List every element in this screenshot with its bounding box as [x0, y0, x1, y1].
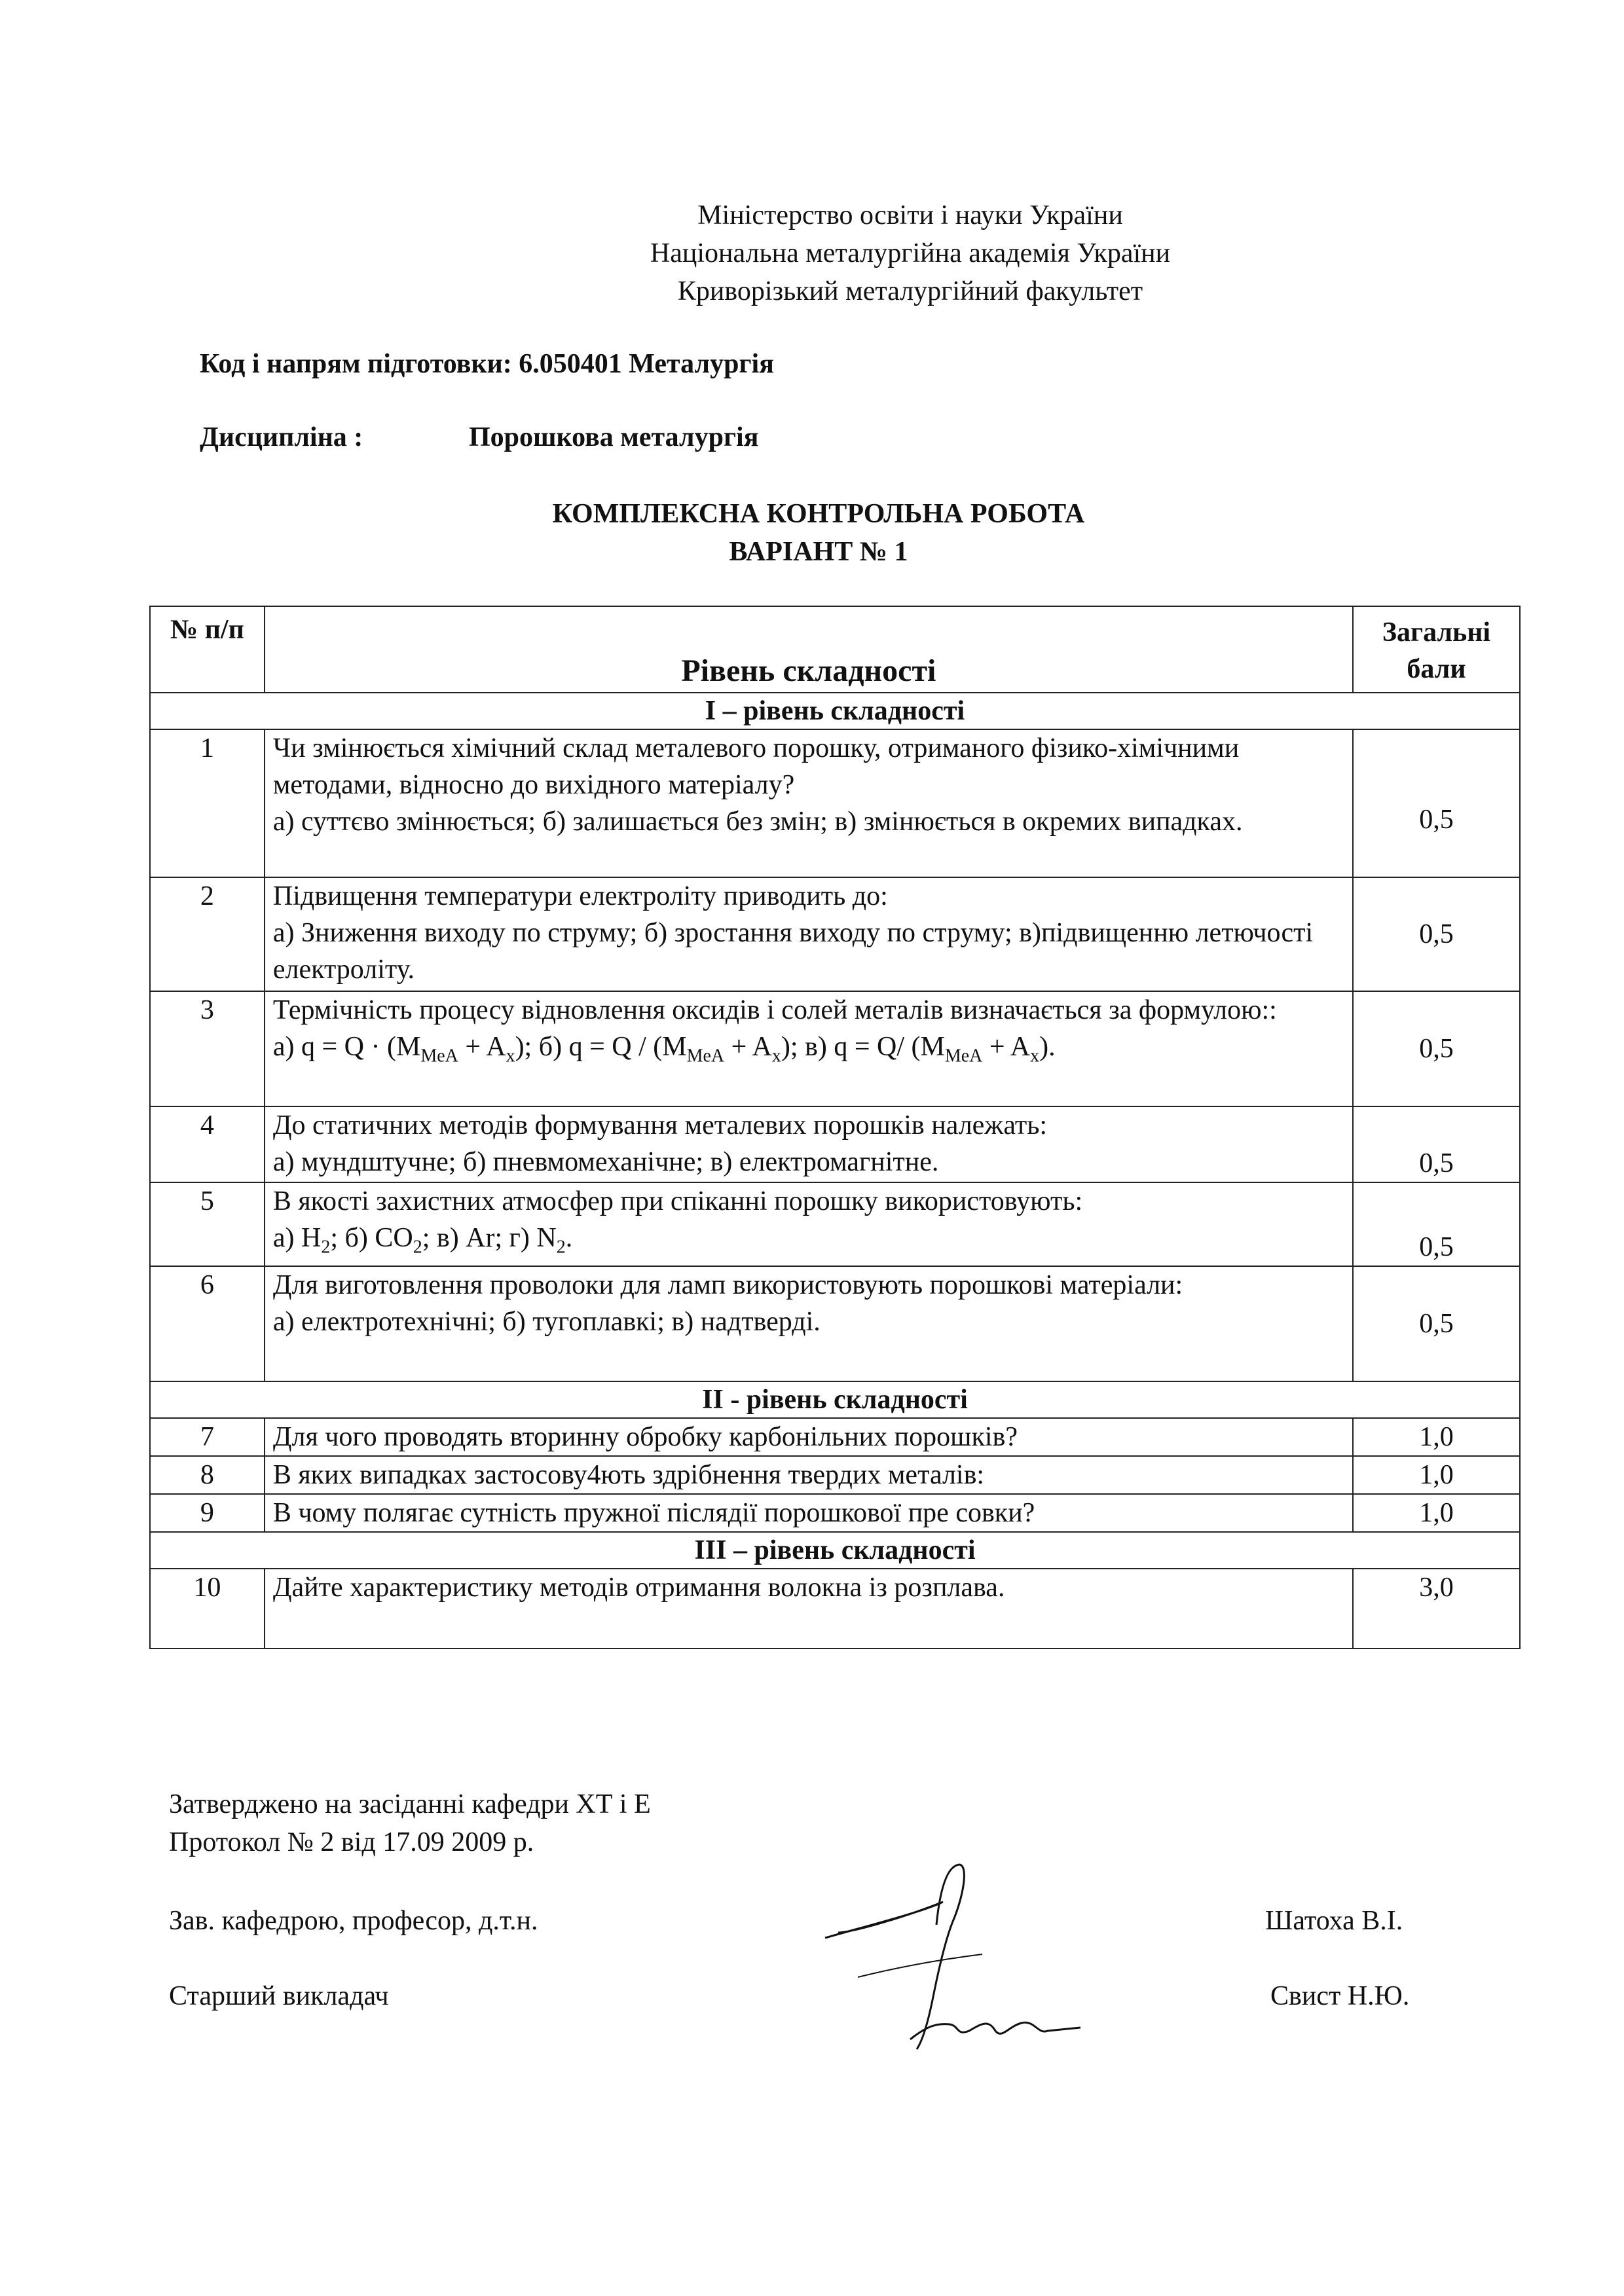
question-text: Для виготовлення проволоки для ламп використовують порошкові матеріали: — [272, 1270, 1183, 1301]
faculty-line: Криворізький металургійний факультет — [677, 276, 1143, 306]
approval-line: Затверджено на засіданні кафедри ХТ і Е — [169, 1789, 651, 1819]
answer-options: а) мундштучне; б) пневмомеханічне; в) електромагнітне. — [272, 1147, 939, 1177]
points-cell: 0,5 — [1353, 877, 1520, 991]
row-number: 3 — [150, 991, 265, 1106]
questions-table — [149, 606, 1521, 1649]
head-role: Зав. кафедрою, професор, д.т.н. — [169, 1906, 538, 1936]
row-number: 2 — [150, 877, 265, 991]
level-3-label: ІІІ – рівень складності — [150, 1532, 1520, 1569]
ministry-line: Міністерство освіти і науки України — [697, 200, 1123, 230]
row-number: 10 — [150, 1569, 265, 1649]
points-cell: 0,5 — [1353, 1266, 1520, 1381]
specialty-code: Код і напрям підготовки: 6.050401 Металургія — [200, 349, 774, 379]
handwritten-signature — [812, 1859, 1094, 2056]
table-header-row — [150, 606, 1520, 693]
row-number: 9 — [150, 1494, 265, 1532]
level-row — [150, 1381, 1520, 1418]
header-points: Загальні бали — [1353, 606, 1520, 693]
lecturer-name: Свист Н.Ю. — [1270, 1981, 1410, 2011]
question-cell — [265, 877, 1353, 991]
points-cell: 0,5 — [1353, 1182, 1520, 1266]
table-row — [150, 1494, 1520, 1532]
level-2-label: ІІ - рівень складності — [150, 1381, 1520, 1418]
question-cell — [265, 729, 1353, 877]
table-row — [150, 1182, 1520, 1266]
table-row — [150, 729, 1520, 877]
table-row — [150, 1266, 1520, 1381]
academy-line: Національна металургійна академія України — [650, 238, 1171, 268]
document-header — [0, 196, 1624, 310]
level-1-label: І – рівень складності — [150, 693, 1520, 729]
points-cell: 0,5 — [1353, 729, 1520, 877]
question-cell — [265, 991, 1353, 1106]
protocol-line: Протокол № 2 від 17.09 2009 р. — [169, 1827, 534, 1857]
header-level: Рівень складності — [265, 606, 1353, 693]
question-cell — [265, 1266, 1353, 1381]
question-text: Дайте характеристику методів отримання волокна із розплава. — [265, 1569, 1353, 1649]
discipline-value: Порошкова металургія — [469, 422, 759, 452]
table-row — [150, 991, 1520, 1106]
question-text: В якості захистних атмосфер при спіканні порошку використовують: — [272, 1186, 1083, 1216]
points-cell: 1,0 — [1353, 1456, 1520, 1494]
question-text: Для чого проводять вторинну обробку карбонільних порошків? — [265, 1418, 1353, 1456]
row-number: 7 — [150, 1418, 265, 1456]
row-number: 8 — [150, 1456, 265, 1494]
gas-options: а) $H_2$; б) $CO_2$; в) Ar; г) $N_2$. — [272, 1223, 573, 1258]
points-cell: 0,5 — [1353, 991, 1520, 1106]
discipline-label: Дисципліна : — [200, 422, 363, 452]
table-row — [150, 1418, 1520, 1456]
row-number: 1 — [150, 729, 265, 877]
title-line: КОМПЛЕКСНА КОНТРОЛЬНА РОБОТА — [552, 499, 1085, 529]
level-row — [150, 1532, 1520, 1569]
table-row — [150, 877, 1520, 991]
question-cell — [265, 1106, 1353, 1182]
question-text: Підвищення температури електроліту приводить до: — [272, 881, 888, 911]
row-number: 6 — [150, 1266, 265, 1381]
table-row — [150, 1106, 1520, 1182]
answer-options: а) електротехнічні; б) тугоплавкі; в) надтверді. — [272, 1307, 821, 1338]
points-cell: 0,5 — [1353, 1106, 1520, 1182]
table-row — [150, 1569, 1520, 1649]
question-text: До статичних методів формування металевих порошків належать: — [272, 1110, 1048, 1140]
lecturer-role: Старший викладач — [169, 1981, 389, 2011]
header-num: № п/п — [150, 606, 265, 693]
points-cell: 1,0 — [1353, 1418, 1520, 1456]
answer-options: а) Зниження виходу по струму; б) зростання виходу по струму; в)підвищенню летючості електроліту. — [272, 918, 1314, 985]
formula-options: а) $q = Q \cdot (M_{MeA} + A_x)$; б) $q = Q / (M_{MeA} + A_x)$; в) q = Q/ $(M_{MeA} + A_x)$. — [272, 1032, 1056, 1066]
points-cell: 1,0 — [1353, 1494, 1520, 1532]
variant-line: ВАРІАНТ № 1 — [729, 537, 908, 567]
document-title — [0, 495, 1624, 571]
head-name: Шатоха В.І. — [1265, 1906, 1403, 1936]
question-text: Чи змінюється хімічний склад металевого порошку, отриманого фізико-хімічними методами, відносно до вихідного матеріалу? — [272, 733, 1240, 800]
row-number: 5 — [150, 1182, 265, 1266]
level-row — [150, 693, 1520, 729]
table-row — [150, 1456, 1520, 1494]
question-text: Термічність процесу відновлення оксидів і солей металів визначається за формулою:: — [272, 995, 1277, 1025]
question-text: В чому полягає сутність пружної післядії порошкової пре совки? — [265, 1494, 1353, 1532]
points-cell: 3,0 — [1353, 1569, 1520, 1649]
row-number: 4 — [150, 1106, 265, 1182]
question-cell — [265, 1182, 1353, 1266]
answer-options: а) суттєво змінюється; б) залишається без змін; в) змінюється в окремих випадках. — [272, 807, 1243, 837]
question-text: В яких випадках застосову4ють здрібнення твердих металів: — [265, 1456, 1353, 1494]
